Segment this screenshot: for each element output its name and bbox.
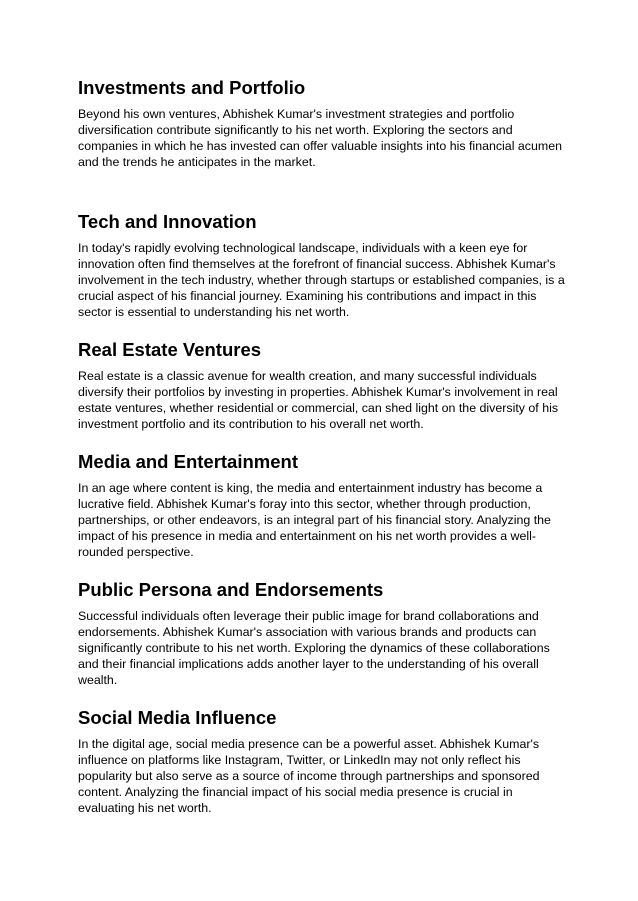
section-heading: Investments and Portfolio [78,77,306,98]
section-media-entertainment [78,450,568,560]
section-social-media [78,706,568,816]
document-page [78,76,568,816]
section-tech-innovation [78,210,568,320]
section-heading: Social Media Influence [78,707,277,728]
section-investments-portfolio [78,76,568,170]
section-body: In an age where content is king, the media and entertainment industry has become a lucrative field. Abhishek Kumar's foray into this sector, whether through production, partnerships, or other endeavors, is an integral part of his financial story. Analyzing the impact of his presence in media and entertainment on his net worth provides a well-rounded perspective. [78,481,551,559]
section-body: In the digital age, social media presence can be a powerful asset. Abhishek Kumar's influence on platforms like Instagram, Twitter, or LinkedIn may not only reflect his popularity but also serve as a source of income through partnerships and sponsored content. Analyzing the financial impact of his social media presence is crucial in evaluating his net worth. [78,737,540,815]
section-heading: Tech and Innovation [78,211,257,232]
section-heading: Public Persona and Endorsements [78,579,384,600]
section-heading: Media and Entertainment [78,451,298,472]
section-body: Beyond his own ventures, Abhishek Kumar's investment strategies and portfolio diversification contribute significantly to his net worth. Exploring the sectors and companies in which he has invested can offer valuable insights into his financial acumen and the trends he anticipates in the market. [78,107,562,169]
section-heading: Real Estate Ventures [78,339,262,360]
section-body: Real estate is a classic avenue for wealth creation, and many successful individuals diversify their portfolios by investing in properties. Abhishek Kumar's involvement in real estate ventures, whether residential or commercial, can shed light on the diversity of his investment portfolio and its contribution to his overall net worth. [78,369,559,431]
section-real-estate [78,338,568,432]
section-body: In today's rapidly evolving technological landscape, individuals with a keen eye for innovation often find themselves at the forefront of financial success. Abhishek Kumar's involvement in the tech industry, whether through startups or established companies, is a crucial aspect of his financial journey. Examining his contributions and impact in this sector is essential to understanding his net worth. [78,241,565,319]
section-body: Successful individuals often leverage their public image for brand collaborations and endorsements. Abhishek Kumar's association with various brands and products can significantly contribute to his net worth. Exploring the dynamics of these collaborations and their financial implications adds another layer to the understanding of his overall wealth. [78,609,550,687]
section-public-persona [78,578,568,688]
